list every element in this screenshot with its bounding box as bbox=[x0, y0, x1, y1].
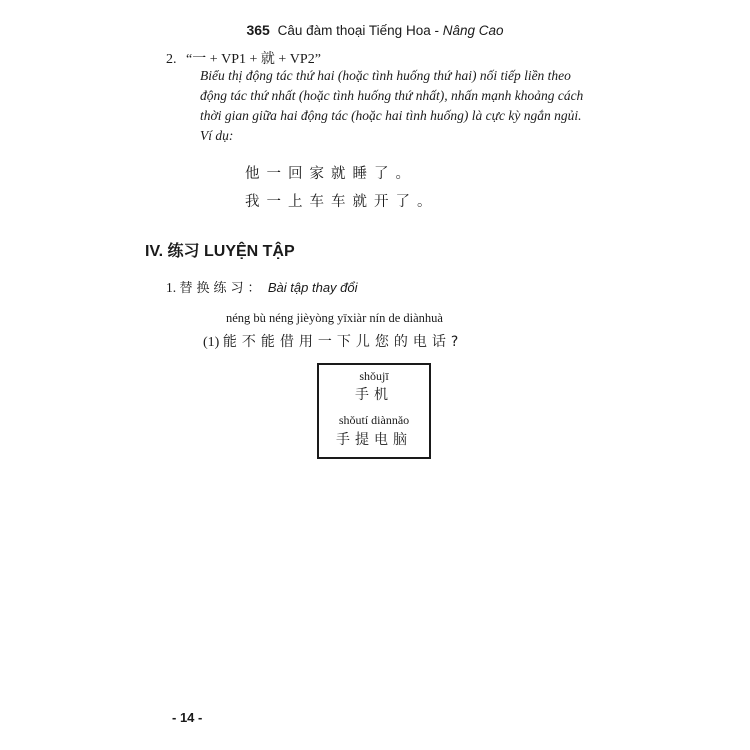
grammar-point-2 bbox=[166, 48, 321, 68]
substitution-box bbox=[317, 363, 431, 459]
description-line: Biểu thị động tác thứ hai (hoặc tình huống thứ hai) nối tiếp liền theo bbox=[200, 68, 571, 83]
header-level: Nâng Cao bbox=[442, 23, 504, 38]
example-sentence: 他一回家就睡了。 bbox=[245, 166, 417, 182]
exercise-title bbox=[166, 277, 358, 296]
section-heading: IV. 练习 LUYỆN TẬP bbox=[145, 243, 295, 260]
exercise-title-chinese: 替换练习： bbox=[179, 281, 265, 296]
substitution-pinyin: shǒutí diànnǎo bbox=[338, 413, 410, 427]
grammar-point-number: 2. bbox=[166, 52, 177, 67]
description-line: động tác thứ nhất (hoặc tình huống thứ nhất), nhấn mạnh khoảng cách bbox=[200, 88, 584, 103]
exercise-number: 1. bbox=[166, 280, 177, 295]
header-number: 365 bbox=[246, 22, 270, 38]
sentence-hanzi: 能不能借用一下儿您的电话? bbox=[222, 334, 464, 350]
description-line: thời gian giữa hai động tác (hoặc hai tình huống) là cực kỳ ngắn ngủi. bbox=[200, 108, 582, 123]
grammar-pattern: “一 + VP1 + 就 + VP2” bbox=[186, 52, 321, 67]
exercise-title-vietnamese: Bài tập thay đổi bbox=[267, 280, 358, 295]
page-number: - 14 - bbox=[172, 710, 203, 725]
substitution-pinyin: shǒujī bbox=[359, 369, 389, 383]
exercise-sentence bbox=[203, 331, 463, 351]
substitution-hanzi: 手机 bbox=[355, 387, 393, 403]
sentence-label: (1) bbox=[203, 335, 220, 350]
example-sentence: 我一上车车就开了。 bbox=[245, 194, 439, 210]
header-title: Câu đàm thoại Tiếng Hoa - bbox=[277, 23, 443, 38]
sentence-pinyin: néng bù néng jièyòng yīxiàr nín de diànhuà bbox=[226, 311, 443, 325]
running-header bbox=[0, 22, 750, 38]
substitution-hanzi: 手提电脑 bbox=[336, 432, 412, 448]
example-label: Ví dụ: bbox=[200, 128, 234, 143]
